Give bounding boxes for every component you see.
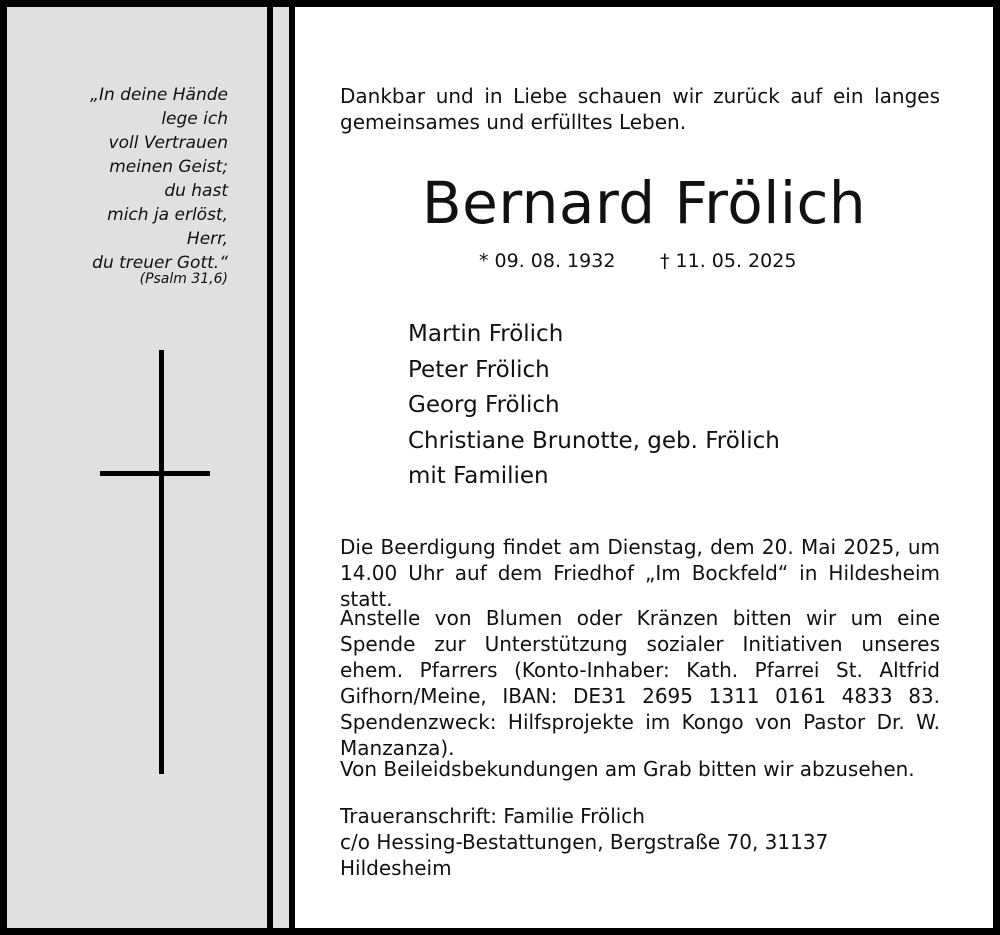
psalm-line: Herr, bbox=[186, 229, 228, 249]
deceased-name: Bernard Frölich bbox=[421, 169, 867, 237]
psalm-line: mich ja erlöst, bbox=[107, 205, 228, 225]
donation-info: Anstelle von Blumen oder Kränzen bitten wir um eine Spende zur Unterstützung sozialer Initiativen unseres ehem. Pfarrers (Konto-Inhaber: Kath. Pfarrei St. Altfrid Gifhorn/Meine, IBAN: DE31 2695 1311 0161 4833 83. Spendenzweck: Hilfsprojekte im Kongo von Pastor Dr. W. Manzanza). bbox=[340, 606, 940, 760]
intro-text: Dankbar und in Liebe schauen wir zurück auf ein langes gemeinsames und erfülltes Leben. bbox=[340, 84, 940, 134]
mourner-name: Martin Frölich bbox=[408, 321, 564, 347]
birth-date: * 09. 08. 1932 bbox=[479, 250, 616, 272]
funeral-info: Die Beerdigung findet am Dienstag, dem 20. Mai 2025, um 14.00 Uhr auf dem Friedhof „Im Bockfeld“ in Hildesheim statt. bbox=[340, 535, 940, 611]
left-panel bbox=[7, 7, 267, 928]
cross-icon-crossbar bbox=[100, 471, 210, 476]
psalm-line: „In deine Hände bbox=[90, 85, 228, 105]
psalm-quote bbox=[27, 83, 228, 275]
mourner-name: Christiane Brunotte, geb. Frölich bbox=[408, 427, 780, 454]
cross-icon bbox=[159, 350, 164, 774]
psalm-line: lege ich bbox=[161, 109, 228, 129]
address-line-1: Traueranschrift: Familie Frölich bbox=[340, 804, 645, 828]
mourning-address bbox=[340, 803, 940, 881]
address-line-2: c/o Hessing-Bestattungen, Bergstraße 70, 31137 Hildesheim bbox=[340, 830, 829, 880]
psalm-line: du treuer Gott.“ bbox=[92, 253, 228, 273]
condolence-note: Von Beileidsbekundungen am Grab bitten wir abzusehen. bbox=[340, 757, 915, 781]
psalm-line: voll Vertrauen bbox=[108, 133, 228, 153]
mourner-name: Peter Frölich bbox=[408, 356, 550, 383]
mourners-list bbox=[408, 317, 780, 495]
mourner-name: mit Familien bbox=[408, 463, 549, 489]
psalm-line: meinen Geist; bbox=[109, 157, 228, 177]
divider-strip bbox=[273, 7, 289, 928]
psalm-line: du hast bbox=[164, 181, 228, 201]
mourner-name: Georg Frölich bbox=[408, 392, 560, 418]
death-date: † 11. 05. 2025 bbox=[660, 250, 797, 272]
psalm-reference: (Psalm 31,6) bbox=[139, 271, 228, 287]
